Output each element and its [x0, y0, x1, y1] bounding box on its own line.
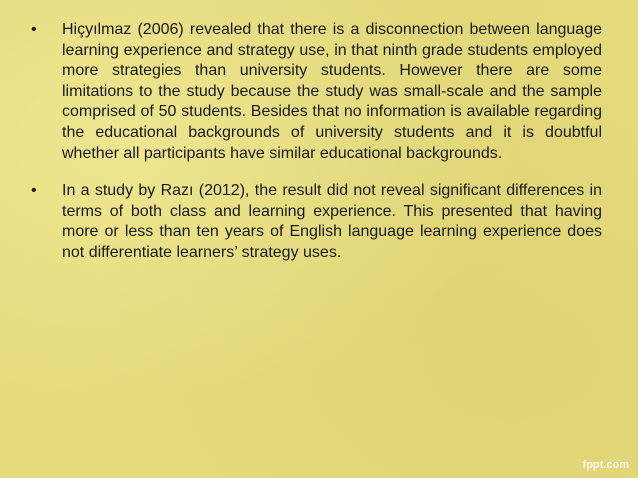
- bullet-item: [28, 181, 602, 263]
- bullet-icon: •: [31, 182, 37, 200]
- bullet-icon: •: [31, 21, 37, 38]
- bullet-item: [28, 20, 602, 164]
- watermark-logo: fppt.com: [582, 459, 629, 471]
- bullet-text: Hiçyılmaz (2006) revealed that there is a disconnection between language learning experience and strategy use, in that ninth grade students employed more strategies than university students. However there are some limitations to the study because the study was small-scale and the sample comprised of 50 students. Besides that no information is available regarding the educational backgrounds of university students and it is doubtful whether all participants have similar educational backgrounds.: [62, 21, 602, 162]
- bullet-list: [28, 20, 602, 281]
- bullet-text: In a study by Razı (2012), the result did not reveal significant differences in terms of both class and learning experience. This presented that having more or less than ten years of English language learning experience does not differentiate learners’ strategy uses.: [62, 182, 602, 261]
